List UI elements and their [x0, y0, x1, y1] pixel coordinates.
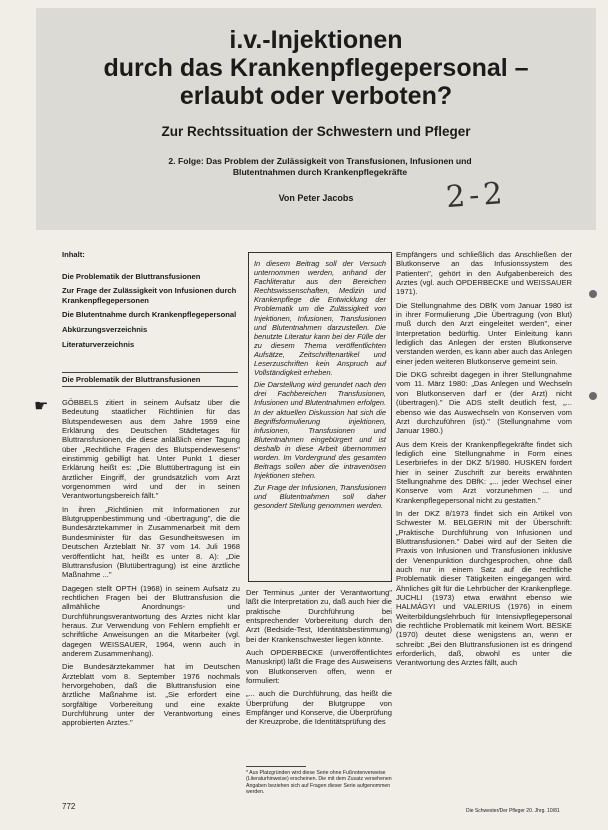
column-left	[62, 398, 240, 732]
column-right	[396, 250, 572, 672]
series-line: 2. Folge: Das Problem der Zulässigkeit von Transfusionen, Infusionen und	[168, 156, 472, 166]
binder-hole	[589, 392, 597, 400]
column-middle	[246, 588, 392, 727]
article-title	[36, 26, 596, 110]
paragraph: Dagegen stellt OPTH (1968) in seinem Aufsatz zu rechtlichen Fragen bei der Bluttransfusion die allmähliche Anordnungs- und Durchführungsverantwortung des Arztes nicht klar heraus. Zur Verwendung von Fehlern empfiehlt er schriftliche Anweisungen an die Mitarbeiter (vgl. dagegen WEISSAUER, 1964, wenn auch in anderem Zusammenhang).	[62, 583, 240, 658]
paragraph: Aus dem Kreis der Krankenpflegekräfte findet sich lediglich eine Stellungnahme in Form eines Leserbriefes in der DKZ 5/1980. HUSKEN fordert hier in seiner Zuschrift zur bereits erwähnten Stellungnahme des DBfK: „... jeder Wechsel einer Konserve vom Arzt vorzunehmen ... und Krankenpflegepersonal nicht zu gestatten."	[396, 439, 572, 505]
table-of-contents	[62, 250, 238, 354]
toc-item: Die Blutentnahme durch Krankenpflegepersonal	[62, 310, 237, 320]
paragraph: Der Terminus „unter der Verantwortung" läßt die Interpretation zu, daß auch hier die praktische Durchführung bei entsprechender Vorbereitung durch den Arzt (Bedside-Test, Identitätsbestimmung) bei der Krankenschwester liegen könnte.	[246, 588, 392, 644]
toc-label: Inhalt:	[62, 250, 85, 259]
toc-item: Abkürzungsverzeichnis	[62, 324, 148, 334]
handwritten-mark: 2-2	[444, 175, 508, 216]
article-subtitle: Zur Rechtssituation der Schwestern und Pfleger	[161, 124, 471, 139]
toc-item: Literaturverzeichnis	[62, 339, 135, 349]
title-line: erlaubt oder verboten?	[179, 82, 453, 110]
paragraph: Die Stellungnahme des DBfK vom Januar 1980 ist in ihrer Formulierung „Die Übertragung (von Blut) muß durch den Arzt eingeleitet werden", einer Interpretation bedürftig. Unter Einleitung kann lediglich das Anlegen der ersten Blutkonserve verstanden werden, es kann aber auch das Anlegen einer jeden weiteren Blutkonserve gemeint sein.	[396, 300, 572, 366]
paragraph: In ihren „Richtlinien mit Informationen zur Blutgruppenbestimmung und -übertragung", die die Bundesärztekammer in Zusammenarbeit mit dem Bundesminister für das Gesundheitswesen im Deutschen Ärzteblatt Nr. 37 vom 14. Juli 1968 veröffentlicht hat, heißt es unter 8. A): „Die Bluttransfusion (Blutübertragung) ist eine ärztliche Maßnahme ..."	[62, 504, 240, 580]
binder-hole	[589, 290, 597, 298]
box-paragraph: Die Darstellung wird gerundet nach den drei Fachbereichen Transfusionen, Infusionen und Blutentnahmen erfolgen. In der aktuellen Diskussion hat sich die Begriffsformulierung injektionen, infusionen, Transfusionen und Blutentnahmen eingebürgert und ist deshalb in diese Arbeit übernommen worden. Im Vordergrund des gesamten Beitrags sollen aber die intravenösen Injektionen stehen.	[254, 380, 386, 481]
toc-item: Zur Frage der Zulässigkeit von Infusionen durch Krankenpflegepersonen	[62, 286, 237, 305]
box-paragraph: In diesem Beitrag soll der Versuch unternommen werden, anhand der Fachliteratur aus den Bereichen Rechtswissenschaften, Medizin und Krankenpflege die Entwicklung der Problematik um die Zulässigkeit von Injektionen, Infusionen, Transfusionen und Blutentnahmen darzustellen. Die benutzte Literatur kann bei der Fülle der zu diesem Thema veröffentlichten Aufsätze, Zeitschriftenartikel und Leserzuschriften kein Anspruch auf Vollständigkeit erheben.	[254, 259, 386, 378]
section-heading: Die Problematik der Bluttransfusionen	[62, 372, 238, 387]
box-paragraph: Zur Frage der Infusionen, Transfusionen und Blutentnahmen soll daher gesondert Stellung genommen werden.	[254, 483, 386, 511]
footnote-rule	[246, 766, 306, 767]
pointing-hand-icon: ☛	[34, 398, 49, 415]
title-line: i.v.-Injektionen	[229, 26, 403, 54]
journal-footer: Die Schwester/Der Pfleger 20. Jhrg. 10/81	[466, 808, 560, 814]
paragraph: Die DKG schreibt dagegen in ihrer Stellungnahme vom 11. März 1980: „Das Anlegen und Wechseln von Blutkonserven darf er (der Arzt) nicht (übertragen)." Die ADS stellt deutlich fest, „... ebenso wie das Auswechseln von Konserven vom Arzt durchzuführen (ist)." (Stellungnahme vom Januar 1980.)	[396, 370, 572, 436]
intro-box	[248, 252, 392, 582]
series-line: Blutentnahmen durch Krankenpflegekräfte	[232, 167, 408, 177]
series-note	[110, 156, 530, 178]
toc-item: Die Problematik der Bluttransfusionen	[62, 271, 201, 281]
paragraph: GÖBBELS zitiert in seinem Aufsatz über die Bedeutung staatlicher Richtlinien für das Blutspendewesen aus dem Jahre 1959 eine Erklärung des Deutschen Städtetages für Bluttransfusionen, die diese anläßlich einer Tagung über „Rechtliche Fragen des Blutspendewesens" einstimmig gebilligt hat. Unter Punkt 1 dieser Erklärung heißt es: „Die Bluttübertragung ist ein ärztlicher Eingriff, der grundsätzlich vom Arzt vorgenommen wird und der in seinen Verantwortungsbereich fällt."	[62, 398, 240, 501]
footnote: * Aus Platzgründen wird diese Serie ohne Fußnotenverweise (Literaturhinweise) erscheinen. Die mit dem Zusatz versehenen Angaben beziehen sich auf Fragen dieser Serie aufgenommen werden.	[246, 770, 392, 796]
paragraph: Die Bundesärztekammer hat im Deutschen Ärzteblatt vom 8. September 1976 nochmals hervorgehoben, daß die Bluttransfusion eine ärztliche Maßnahme ist. „Sie erfordert eine sorgfältige Vorbereitung und eine exakte Durchführung unter der Verantwortung eines approbierten Arztes."	[62, 662, 240, 728]
paragraph: Empfängers und schließlich das Anschließen der Blutkonserve an das Infusionssystem des Patienten", gehört in den Aufgabenbereich des Arztes (vgl. auch OPDERBECKE und WEISSAUER 1971).	[396, 250, 572, 297]
author-line: Von Peter Jacobs	[278, 193, 354, 203]
title-line: durch das Krankenpflegepersonal –	[103, 54, 529, 82]
page-number: 772	[62, 802, 76, 811]
paragraph: Auch OPDERBECKE (unveröffentlichtes Manuskript) läßt die Frage des Ausweisens von Blutkonserven offen, wenn er formuliert:	[246, 648, 392, 686]
paragraph: In der DKZ 8/1973 findet sich ein Artikel von Schwester M. BELGERIN mit der Überschrift: „Praktische Durchführung von Infusionen und Bluttransfusionen." Dabei wird auf der Seiten die Praxis von Infusionen und Transfusionen inklusive der Venenpunktion durchgesprochen, ohne daß auch nur in einem Satz auf die rechtliche Problematik dieser Tätigkeiten eingegangen wird. Ähnliches gilt für die Lehrbücher der Krankenpflege. JUCHLI (1973) etwa erwähnt ebenso wie HALMÁGYI und VALERIUS (1976) in einem Weiterbildungslehrbuch für Intensivpflegepersonal die rechtliche Problematik mit keinem Wort. BESKE (1970) deutet diese wenigstens an, wenn er schreibt: „Bei den Bluttransfusionen ist es dringend erforderlich, daß, obwohl es unter die Verantwortung des Arztes fällt, auch	[396, 508, 572, 668]
paragraph: „... auch die Durchführung, das heißt die Überprüfung der Blutgruppe von Empfänger und Konserve, die Überprüfung der Kreuzprobe, die Identitätsprüfung des	[246, 689, 392, 727]
